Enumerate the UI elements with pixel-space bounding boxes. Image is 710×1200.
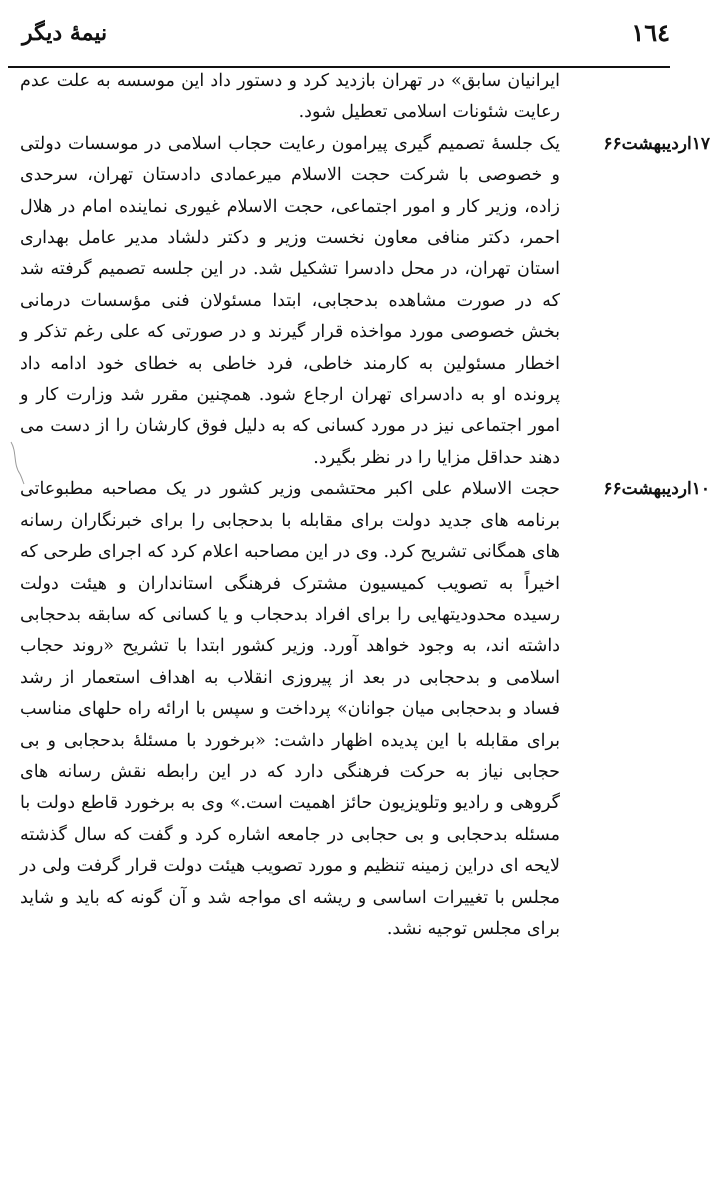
entry-date: ۱۰اردیبهشت۶۶ (603, 479, 710, 500)
continued-paragraph: ایرانیان سابق» در تهران بازدید کرد و دستور داد این موسسه به علت عدم رعایت شئونات اسلامی تعطیل شود. (20, 71, 560, 123)
entry-text: یک جلسهٔ تصمیم گیری پیرامون رعایت حجاب اسلامی در موسسات دولتی و خصوصی با شرکت حجت الاسلام میرعمادی دادستان تهران، سرحدی زاده، وزیر کار و امور اجتماعی، حجت الاسلام غیوری نماینده امام در هلال احمر، دکتر منافی معاون نخست وزیر و دکتر دلشاد مدیر عامل بهداری استان تهران، در محل دادسرا تشکیل شد. در این جلسه تصمیم گرفته شد که در صورت مشاهده بدحجابی، ابتدا مسئولان فنی مؤسسات درمانی بخش خصوصی مورد مواخذه قرار گیرند و در صورتی که علی رغم تذکر و اخطار مسئولین به کارمند خاطی، فرد خاطی به خطای خود ادامه داد پرونده او به دادسرای تهران ارجاع شود. همچنین مقرر شد وزارت کار و امور اجتماعی نیز در مورد کسانی که به دلیل فوق کارشان را از دست می دهند حداقل مزایا را در نظر بگیرد. (20, 133, 560, 468)
pen-mark-icon (8, 440, 26, 486)
book-title: نیمهٔ دیگر (22, 20, 108, 46)
entry-date: ۱۷اردیبهشت۶۶ (603, 133, 710, 154)
chronology-entry (20, 129, 710, 474)
chronology-entries (20, 66, 710, 945)
entry-text: حجت الاسلام علی اکبر محتشمی وزیر کشور در یک مصاحبه مطبوعاتی برنامه های جدید دولت برای مقابله با بدحجابی را برای خبرنگاران رسانه های همگانی تشریح کرد. وی در این مصاحبه اعلام کرد که اجرای طرحی که اخیراً به تصویب کمیسیون مشترک فرهنگی استانداران و هیئت دولت رسیده محدودیتهایی را برای افراد بدحجاب و یا کسانی که سابقه بدحجابی داشته اند، به وجود خواهد آورد. وزیر کشور ابتدا با تشریح «روند حجاب اسلامی و بدحجابی در بعد از پیروزی انقلاب به اهداف استعمار از رشد فساد و بدحجابی میان جوانان» پرداخت و سپس با ارائه راه حلهای مناسب برای مقابله با این پدیده اظهار داشت: «برخورد با مسئلهٔ بدحجابی و بی حجابی نیاز به حرکت فرهنگی دارد که در این رابطه نقش رسانه های گروهی و رادیو وتلویزیون حائز اهمیت است.» وی به برخورد قاطع دولت با مسئله بدحجابی و بی حجابی در جامعه اشاره کرد و گفت که سال گذشته لایحه ای دراین زمینه تنظیم و مورد تصویب هیئت دولت قرار گرفت ولی در مجلس با تغییرات اساسی و ریشه ای مواجه شد و آن گونه که باید و شاید برای مجلس توجیه نشد. (20, 479, 560, 939)
page-number: ١٦٤ (631, 18, 670, 47)
chronology-entry (20, 474, 710, 945)
running-head (10, 18, 670, 56)
